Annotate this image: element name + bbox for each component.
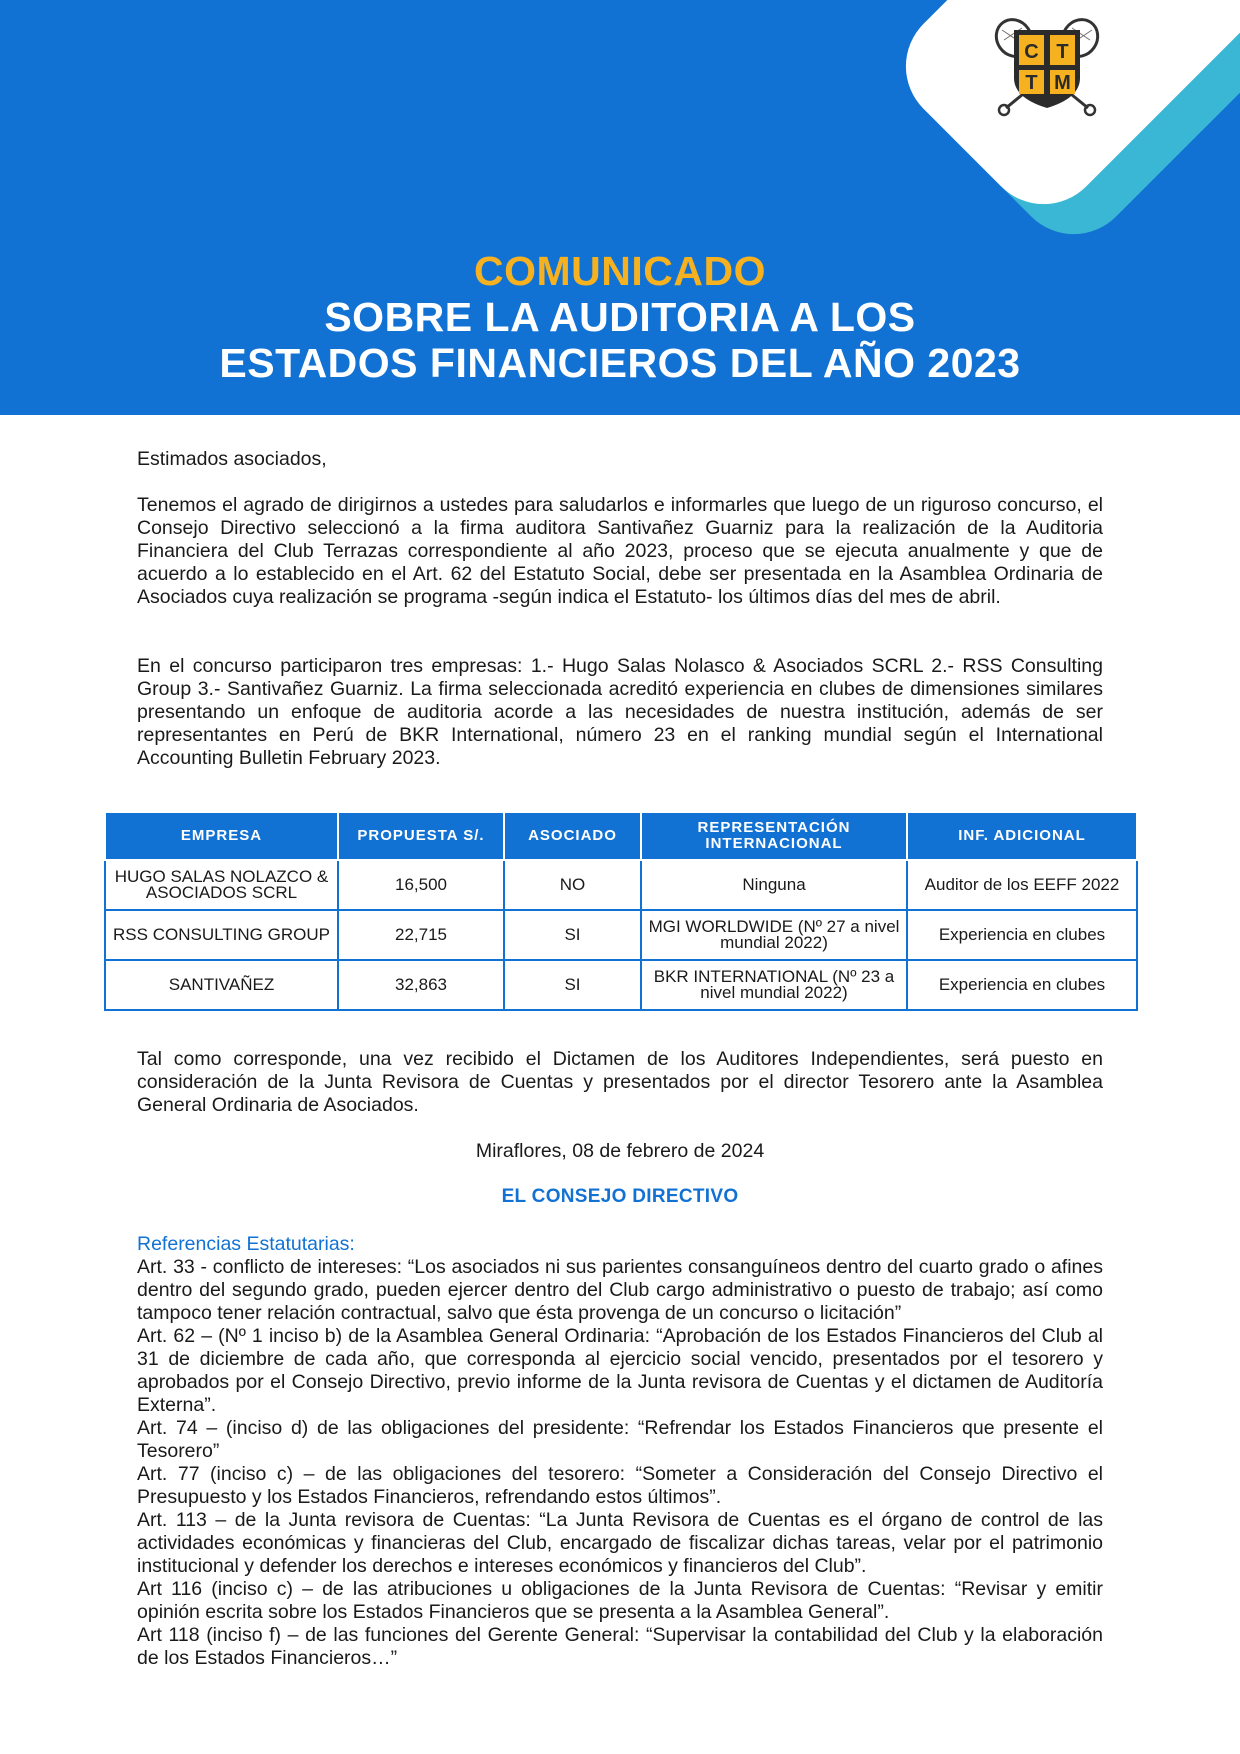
col-header-asociado: ASOCIADO	[504, 812, 641, 860]
reference-item: Art 116 (inciso c) – de las atribuciones u obligaciones de la Junta Revisora de Cuentas: “Revisar y emitir opinión escrita sobre los Estados Financieros que se presenta a la Asamblea General”.	[137, 1578, 1103, 1623]
paragraph-3: Tal como corresponde, una vez recibido el Dictamen de los Auditores Independientes, será puesto en consideración de la Junta Revisora de Cuentas y presentados por el director Tesorero ante la Asamblea General Ordinaria de Asociados.	[137, 1048, 1103, 1116]
reference-item: Art. 33 - conflicto de intereses: “Los asociados ni sus parientes consanguíneos dentro del cuarto grado o afines dentro del segundo grado, pueden ejercer dentro del Club cargo administrativo o puesto de trabajo; así como tampoco tener relación contractual, salvo que ésta provenga de un concurso o licitación”	[137, 1256, 1103, 1324]
reference-item: Art. 113 – de la Junta revisora de Cuentas: “La Junta Revisora de Cuentas es el órgano de control de las actividades económicas y financieras del Club, encargado de fiscalizar dichas tareas, velar por el patrimonio institucional y defender los derechos e intereses económicos y financieros del Club”.	[137, 1509, 1103, 1577]
cell-asociado: NO	[504, 860, 641, 910]
place-date: Miraflores, 08 de febrero de 2024	[475, 1140, 765, 1162]
reference-item: Art 118 (inciso f) – de las funciones del Gerente General: “Supervisar la contabilidad del Club y la elaboración de los Estados Financieros…”	[137, 1624, 1103, 1669]
cell-adicional: Experiencia en clubes	[907, 910, 1137, 960]
greeting: Estimados asociados,	[137, 448, 327, 470]
table-row	[105, 960, 1137, 1010]
cell-asociado: SI	[504, 960, 641, 1010]
bidders-table	[104, 811, 1138, 1011]
svg-text:C: C	[1024, 41, 1039, 63]
svg-text:M: M	[1054, 72, 1071, 94]
cell-propuesta: 22,715	[338, 910, 504, 960]
club-logo-icon	[992, 12, 1102, 118]
paragraph-2: En el concurso participaron tres empresas: 1.- Hugo Salas Nolasco & Asociados SCRL 2.- RSS Consulting Group 3.- Santivañez Guarniz. La firma seleccionada acreditó experiencia en clubes de dimensiones similares presentando un enfoque de auditoria acorde a las necesidades de nuestra institución, además de ser representantes en Perú de BKR International, número 23 en el ranking mundial según el International Accounting Bulletin February 2023.	[137, 655, 1103, 769]
cell-propuesta: 32,863	[338, 960, 504, 1010]
cell-propuesta: 16,500	[338, 860, 504, 910]
paragraph-3-block	[137, 1048, 1103, 1117]
title-line-3: ESTADOS FINANCIEROS DEL AÑO 2023	[219, 340, 1021, 386]
col-header-representacion: REPRESENTACIÓN INTERNACIONAL	[641, 812, 907, 860]
svg-text:T: T	[1056, 41, 1069, 63]
references-title: Referencias Estatutarias:	[137, 1233, 355, 1255]
title-comunicado: COMUNICADO	[474, 248, 766, 294]
title-block	[0, 248, 1240, 386]
cell-empresa: SANTIVAÑEZ	[105, 960, 338, 1010]
col-header-adicional: INF. ADICIONAL	[907, 812, 1137, 860]
paragraph-1-block	[137, 494, 1103, 609]
cell-representacion: BKR INTERNATIONAL (Nº 23 a nivel mundial 2022)	[641, 960, 907, 1010]
cell-adicional: Experiencia en clubes	[907, 960, 1137, 1010]
cell-empresa: HUGO SALAS NOLAZCO & ASOCIADOS SCRL	[105, 860, 338, 910]
header-banner	[0, 0, 1240, 415]
cell-representacion: Ninguna	[641, 860, 907, 910]
references-list	[137, 1256, 1103, 1670]
cell-empresa: RSS CONSULTING GROUP	[105, 910, 338, 960]
reference-item: Art. 74 – (inciso d) de las obligaciones del presidente: “Refrendar los Estados Financieros que presente el Tesorero”	[137, 1417, 1103, 1462]
svg-text:T: T	[1025, 72, 1038, 94]
col-header-propuesta: PROPUESTA S/.	[338, 812, 504, 860]
cell-adicional: Auditor de los EEFF 2022	[907, 860, 1137, 910]
paragraph-2-block	[137, 655, 1103, 770]
table-row	[105, 860, 1137, 910]
table-row	[105, 910, 1137, 960]
col-header-empresa: EMPRESA	[105, 812, 338, 860]
signature: EL CONSEJO DIRECTIVO	[501, 1186, 739, 1207]
paragraph-1: Tenemos el agrado de dirigirnos a ustedes para saludarlos e informarles que luego de un riguroso concurso, el Consejo Directivo seleccionó a la firma auditora Santivañez Guarniz para la realización de la Auditoria Financiera del Club Terrazas correspondiente al año 2023, proceso que se ejecuta anualmente y que de acuerdo a lo establecido en el Art. 62 del Estatuto Social, debe ser presentada en la Asamblea Ordinaria de Asociados cuya realización se programa -según indica el Estatuto- los últimos días del mes de abril.	[137, 494, 1103, 608]
title-line-2: SOBRE LA AUDITORIA A LOS	[324, 294, 916, 340]
reference-item: Art. 77 (inciso c) – de las obligaciones del tesorero: “Someter a Consideración del Consejo Directivo el Presupuesto y los Estados Financieros, refrendando estos últimos”.	[137, 1463, 1103, 1508]
table-header-row	[105, 812, 1137, 860]
reference-item: Art. 62 – (Nº 1 inciso b) de la Asamblea General Ordinaria: “Aprobación de los Estados Financieros del Club al 31 de diciembre de cada año, que corresponda al ejercicio social vencido, presentados por el tesorero y aprobados por el Consejo Directivo, previo informe de la Junta revisora de Cuentas y el dictamen de Auditoría Externa”.	[137, 1325, 1103, 1416]
cell-asociado: SI	[504, 910, 641, 960]
cell-representacion: MGI WORLDWIDE (Nº 27 a nivel mundial 2022)	[641, 910, 907, 960]
